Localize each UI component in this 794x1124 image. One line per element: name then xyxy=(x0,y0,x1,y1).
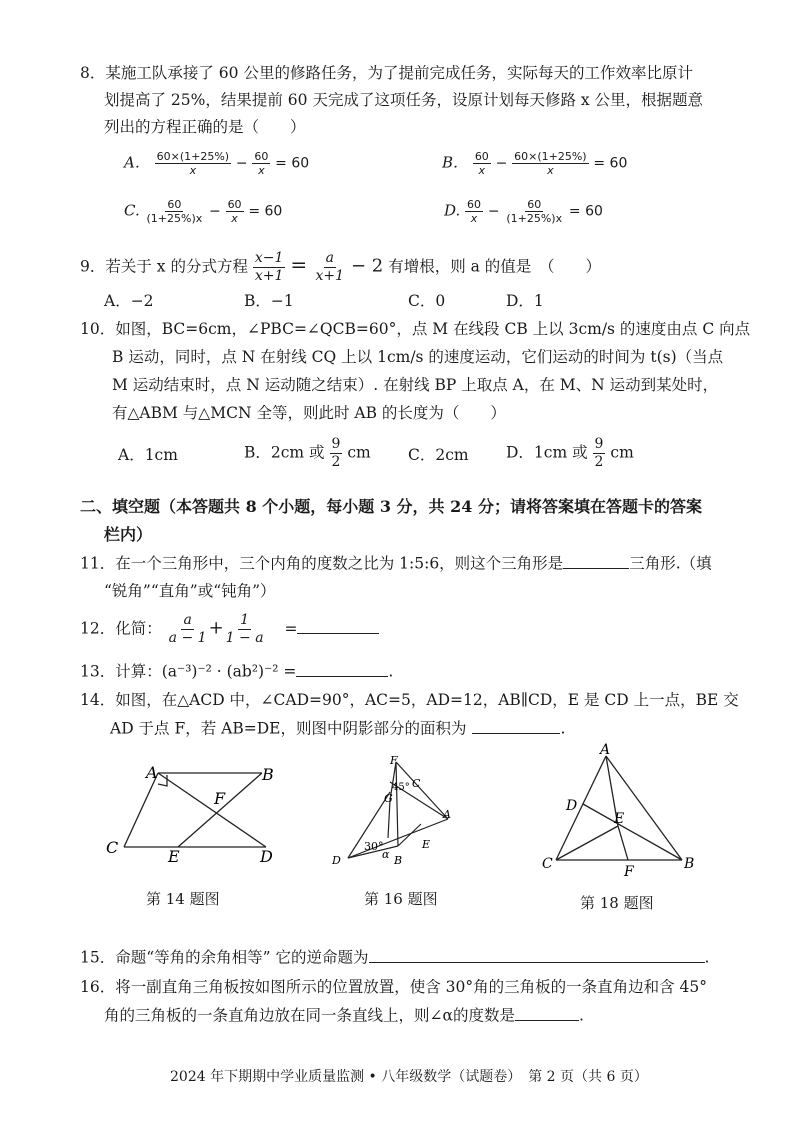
q10-line1: 10．如图，BC=6cm，∠PBC=∠QCB=60°，点 M 在线段 CB 上以 3cm/s 的速度由点 C 向点 xyxy=(80,320,751,338)
fig14-caption: 第 14 题图 xyxy=(146,890,220,908)
fig16-angle-30: 30° xyxy=(364,840,384,853)
q8-option-c[interactable]: C. $\frac{60}{(1+25\%)x}$ − $\frac{60}{x}$ = 60 xyxy=(124,198,283,225)
q8-option-a[interactable]: A． $\frac{60\times(1+25\%)}{x}$ − $\frac{60}{x}$ = 60 xyxy=(124,150,310,177)
q15-stem: 15．命题“等角的余角相等” 它的逆命题为 . xyxy=(80,946,709,969)
fig18-label-f: F xyxy=(624,864,634,880)
fig16-label-a: A xyxy=(443,808,451,821)
q11-line2: “锐角”“直角”或“钝角”） xyxy=(104,582,276,600)
q12-stem: 12．化简： $\frac{a}{a - 1}$ + $\frac{1}{1 - a}$ = xyxy=(80,612,379,647)
q15-answer-blank[interactable] xyxy=(369,946,705,963)
q13-answer-blank[interactable] xyxy=(296,660,388,677)
q10-line3: M 运动结束时，点 N 运动随之结束）. 在射线 BP 上取点 A，在 M、N 运动到某处时， xyxy=(112,376,719,394)
page-footer: 2024 年下期期中学业质量监测 • 八年级数学（试题卷） 第 2 页（共 6 页） xyxy=(170,1069,648,1085)
figure-14 xyxy=(96,756,292,868)
q10-option-a[interactable]: A．1cm xyxy=(118,446,178,464)
q10-option-d[interactable]: D．1cm 或 $\frac{9}{2}$ cm xyxy=(506,436,634,470)
fig14-label-f: F xyxy=(214,789,226,808)
q9-stem: 9．若关于 x 的分式方程 $\frac{x-1}{x+1}$ = $\frac{a}{x+1}$ − 2 有增根，则 a 的值是 （ ） xyxy=(80,250,602,284)
q14-answer-blank[interactable] xyxy=(472,717,560,734)
fig16-angle-45: 45° xyxy=(392,782,410,793)
q12-answer-blank[interactable] xyxy=(297,617,379,634)
figure-16 xyxy=(326,752,466,870)
fig14-label-a: A xyxy=(146,763,158,782)
q10-line4: 有△ABM 与△MCN 全等，则此时 AB 的长度为（ ） xyxy=(112,404,506,422)
q9-option-d[interactable]: D．1 xyxy=(506,292,544,310)
fig16-label-c: C xyxy=(412,777,421,790)
q8-line1: 8．某施工队承接了 60 公里的修路任务，为了提前完成任务，实际每天的工作效率比原计 xyxy=(80,64,693,82)
fig16-caption: 第 16 题图 xyxy=(364,890,438,908)
fig14-label-d: D xyxy=(260,847,273,866)
q8-option-b[interactable]: B． $\frac{60}{x}$ − $\frac{60\times(1+25\%)}{x}$ = 60 xyxy=(442,150,628,177)
q10-line2: B 运动，同时，点 N 在射线 CQ 上以 1cm/s 的速度运动，它们运动的时间为 t(s)（当点 xyxy=(112,348,724,366)
q13-stem: 13．计算：(a⁻³)⁻² · (ab²)⁻² = . xyxy=(80,660,393,683)
fig16-angle-alpha: α xyxy=(382,848,390,861)
fig16-label-b: B xyxy=(394,854,403,867)
fig16-label-d: D xyxy=(332,854,341,867)
q10-option-b[interactable]: B．2cm 或 $\frac{9}{2}$ cm xyxy=(244,436,371,470)
q8-line2: 划提高了 25%，结果提前 60 天完成了这项任务，设原计划每天修路 x 公里，根据题意 xyxy=(104,91,704,109)
fig14-label-b: B xyxy=(262,765,274,784)
fig14-label-c: C xyxy=(106,838,119,857)
fig14-label-e: E xyxy=(168,847,180,866)
fig16-label-f: F xyxy=(390,754,398,767)
q16-line2: 角的三角板的一条直角边放在同一条直线上，则∠α的度数是 . xyxy=(104,1004,584,1027)
q11-line1: 11．在一个三角形中，三个内角的度数之比为 1:5:6，则这个三角形是 三角形.（填 xyxy=(80,552,712,575)
q14-line1: 14．如图，在△ACD 中，∠CAD=90°，AC=5，AD=12，AB∥CD，E 是 CD 上一点，BE 交 xyxy=(80,691,739,709)
fig18-label-c: C xyxy=(542,856,553,872)
q14-line2: AD 于点 F，若 AB=DE，则图中阴影部分的面积为 . xyxy=(110,717,565,740)
fig18-caption: 第 18 题图 xyxy=(580,894,654,912)
section2-heading-line2: 栏内） xyxy=(104,525,153,544)
fig16-label-g: G xyxy=(384,792,393,805)
q16-line1: 16．将一副直角三角板按如图所示的位置放置，使含 30°角的三角板的一条直角边和含 45° xyxy=(80,978,708,996)
q9-option-a[interactable]: A．−2 xyxy=(104,292,154,310)
q9-option-b[interactable]: B．−1 xyxy=(244,292,294,310)
fig18-label-b: B xyxy=(684,856,695,872)
fig18-label-e: E xyxy=(614,811,625,827)
figure-18 xyxy=(536,740,700,880)
fig16-label-e: E xyxy=(422,838,431,851)
fig18-label-d: D xyxy=(566,798,578,814)
section2-heading: 二、填空题（本答题共 8 个小题，每小题 3 分，共 24 分；请将答案填在答题卡的答案 xyxy=(80,497,702,516)
q9-option-c[interactable]: C．0 xyxy=(408,292,446,310)
q16-answer-blank[interactable] xyxy=(515,1004,579,1021)
q8-option-d[interactable]: D. $\frac{60}{x}$ − $\frac{60}{(1+25\%)x}$ = 60 xyxy=(444,198,603,225)
q8-line3: 列出的方程正确的是（ ） xyxy=(104,118,306,136)
fig18-label-a: A xyxy=(600,742,611,758)
q11-answer-blank[interactable] xyxy=(563,552,629,569)
q10-option-c[interactable]: C．2cm xyxy=(408,446,469,464)
